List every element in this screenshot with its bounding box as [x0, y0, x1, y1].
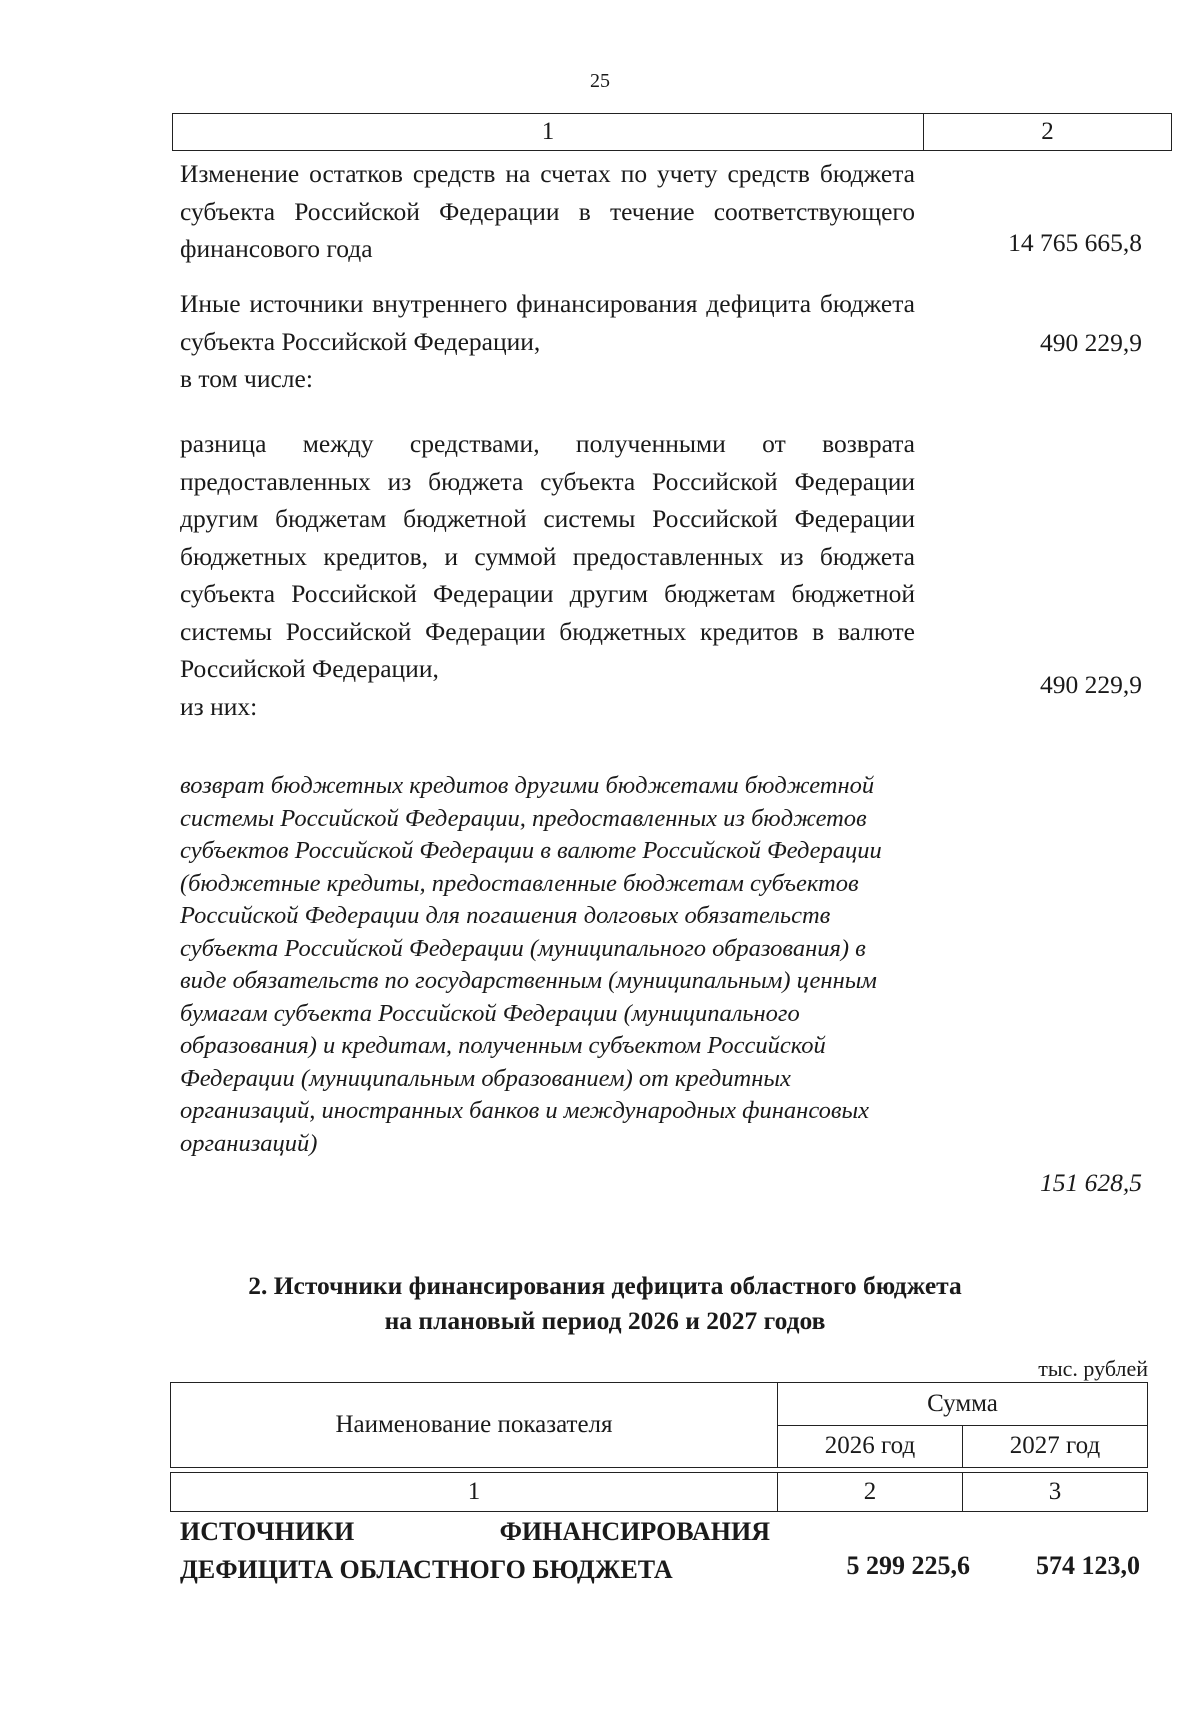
section-title-line1: 2. Источники финансирования дефицита областного бюджета: [248, 1271, 962, 1300]
col-number-2: 2: [778, 1473, 963, 1512]
col-number-3: 3: [963, 1473, 1148, 1512]
total-label-word1: ИСТОЧНИКИ: [180, 1517, 355, 1546]
total-label: [180, 1513, 770, 1589]
row-balance-change: [180, 155, 915, 268]
total-value-2026: 5 299 225,6: [846, 1551, 970, 1580]
row-text: разница между средствами, полученными от возврата предоставленных из бюджета субъекта Российской Федерации другим бюджетам бюджетной системы Российской Федерации бюджетных кредитов, и суммой предоставленных из бюджета субъекта Российской Федерации другим бюджетам бюджетной системы Российской Федерации бюджетных кредитов в валюте Российской Федерации,: [180, 429, 915, 683]
row-amount: 14 765 665,8: [1008, 228, 1142, 257]
row-text: Изменение остатков средств на счетах по учету средств бюджета субъекта Российской Федерации в течение соответствующего финансового года: [180, 159, 915, 263]
total-label-line2: ДЕФИЦИТА ОБЛАСТНОГО БЮДЖЕТА: [180, 1555, 673, 1584]
top-table-header-col1: 1: [173, 114, 924, 150]
row-other-sources: [180, 285, 915, 398]
row-subtext: из них:: [180, 691, 258, 721]
row-subtext: в том числе:: [180, 364, 313, 393]
row-amount: 151 628,5: [1040, 1168, 1142, 1197]
top-table-header: [172, 113, 1172, 151]
row-credit-return: [180, 770, 900, 1160]
row-credit-difference: [180, 425, 915, 725]
section-title-line2: на плановый период 2026 и 2027 годов: [384, 1306, 826, 1335]
row-amount: 490 229,9: [1040, 328, 1142, 357]
header-name: Наименование показателя: [171, 1383, 778, 1468]
header-year-2027: 2027 год: [963, 1425, 1148, 1468]
row-text: возврат бюджетных кредитов другими бюджетами бюджетной системы Российской Федерации, предоставленных из бюджетов субъектов Российской Федерации в валюте Российской Федерации (бюджетные кредиты, предоставленные бюджетам субъектов Российской Федерации для погашения долговых обязательств субъекта Российской Федерации (муниципального образования) в виде обязательств по государственным (муниципальным) ценным бумагам субъекта Российской Федерации (муниципального образования) и кредитам, полученным субъектом Российской Федерации (муниципальным образованием) от кредитных организаций, иностранных банков и международных финансовых организаций): [180, 772, 882, 1157]
row-text: Иные источники внутреннего финансирования дефицита бюджета субъекта Российской Федерации,: [180, 289, 915, 356]
plan-table-numbers: [170, 1472, 1148, 1512]
top-table-header-col2: 2: [1041, 118, 1054, 145]
section-title: [0, 1268, 1200, 1338]
header-sum: Сумма: [778, 1383, 1148, 1426]
row-amount: 490 229,9: [1040, 670, 1142, 699]
header-year-2026: 2026 год: [778, 1425, 963, 1468]
total-value-2027: 574 123,0: [1036, 1551, 1140, 1580]
total-label-word2: ФИНАНСИРОВАНИЯ: [499, 1517, 770, 1546]
plan-table-header: [170, 1382, 1148, 1468]
page-number: 25: [590, 70, 610, 92]
col-number-1: 1: [171, 1473, 778, 1512]
units-label: тыс. рублей: [1038, 1356, 1148, 1381]
